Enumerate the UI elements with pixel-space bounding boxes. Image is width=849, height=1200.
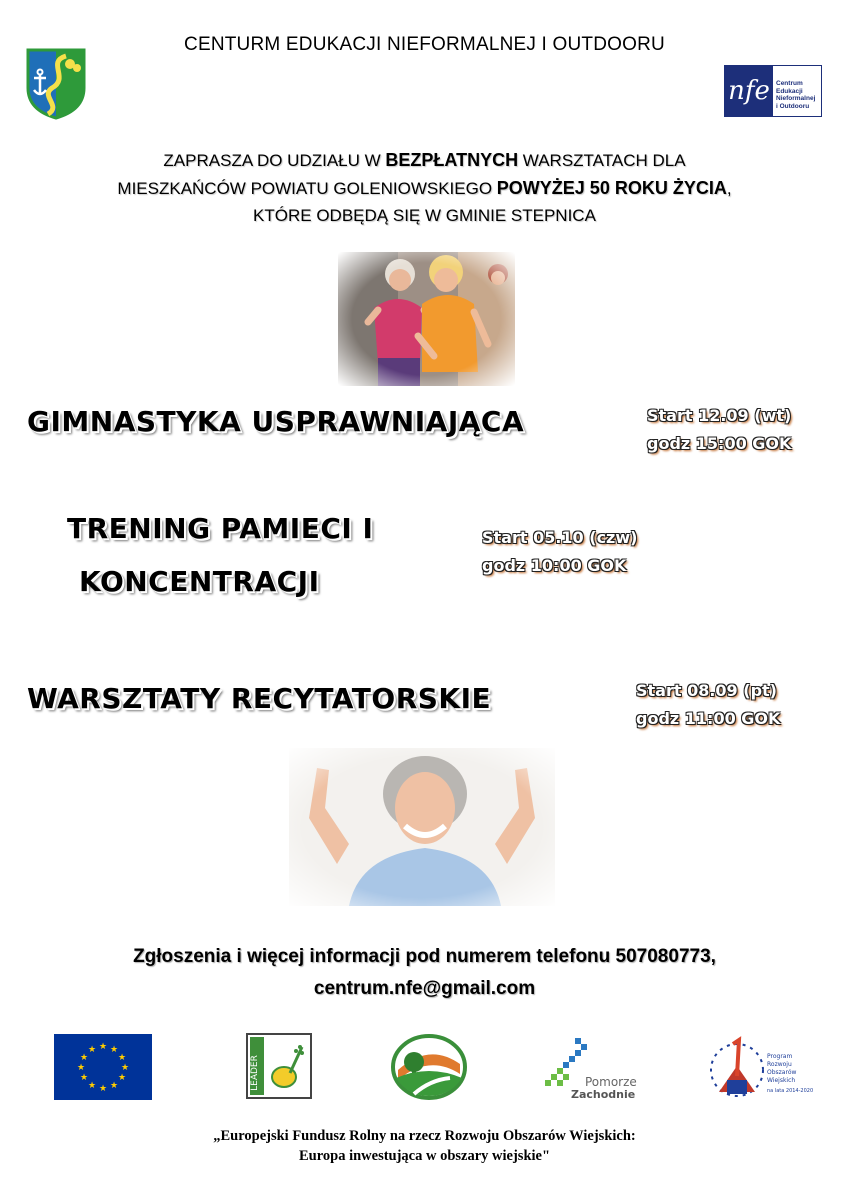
svg-text:★: ★ <box>98 1084 108 1094</box>
prow-text: na lata 2014-2020 <box>767 1088 813 1094</box>
workshop-time: godz 15:00 GOK <box>647 434 792 453</box>
prow-text: Wiejskich <box>767 1077 796 1084</box>
workshop-title: WARSZTATY RECYTATORSKIE <box>27 682 492 715</box>
nfe-logo <box>724 65 822 117</box>
nfe-logo-line: i Outdooru <box>776 102 810 110</box>
prow-text: Rozwoju <box>767 1061 792 1068</box>
intro-emphasis: POWYŻEJ 50 ROKU ŻYCIA <box>496 178 727 198</box>
intro-text: MIESZKAŃCÓW POWIATU GOLENIOWSKIEGO <box>117 179 497 198</box>
workshop-title-continued: KONCENTRACJI <box>79 565 320 598</box>
prow-text: Program <box>767 1053 793 1060</box>
svg-text:★: ★ <box>120 1063 130 1073</box>
organization-title: CENTURM EDUKACJI NIEFORMALNEJ I OUTDOORU <box>184 34 665 55</box>
workshop-schedule <box>636 677 780 733</box>
lgd-circle-logo <box>390 1034 468 1100</box>
workshop-title: GIMNASTYKA USPRAWNIAJĄCA <box>27 405 525 438</box>
prow-logo <box>705 1036 813 1100</box>
leader-logo-text: LEADER <box>250 1055 260 1091</box>
svg-text:★: ★ <box>87 1045 97 1055</box>
svg-text:★: ★ <box>79 1053 89 1063</box>
svg-text:★: ★ <box>117 1053 127 1063</box>
intro-line-2 <box>0 178 849 199</box>
pomorze-zachodnie-logo <box>545 1034 641 1100</box>
footer-fund-line: „Europejski Fundusz Rolny na rzecz Rozwoju Obszarów Wiejskich: <box>213 1128 636 1144</box>
svg-text:★: ★ <box>117 1073 127 1083</box>
nfe-logo-line: Nieformalnej <box>776 95 816 102</box>
svg-text:★: ★ <box>76 1063 86 1073</box>
workshop-schedule <box>482 524 637 580</box>
pomorze-text: Zachodnie <box>571 1088 636 1100</box>
workshop-start: Start 12.09 (wt) <box>647 406 792 425</box>
workshop-title: TRENING PAMIECI I <box>67 512 374 545</box>
workshop-start: Start 05.10 (czw) <box>482 528 638 547</box>
pomorze-text: Pomorze <box>585 1075 637 1089</box>
contact-email[interactable]: centrum.nfe@gmail.com <box>313 978 536 999</box>
svg-text:★: ★ <box>109 1045 119 1055</box>
senior-thumbs-up-photo <box>289 748 555 906</box>
intro-text: WARSZTATACH DLA <box>518 151 686 170</box>
svg-text:★: ★ <box>98 1042 108 1052</box>
intro-emphasis: BEZPŁATNYCH <box>385 150 519 170</box>
nfe-logo-text <box>773 66 821 116</box>
intro-line-3: KTÓRE ODBĘDĄ SIĘ W GMINIE STEPNICA <box>253 206 596 225</box>
nfe-logo-line: Centrum <box>776 80 803 87</box>
svg-text:★: ★ <box>87 1081 97 1091</box>
svg-text:★: ★ <box>109 1081 119 1091</box>
footer-slogan-line: Europa inwestująca w obszary wiejskie" <box>298 1148 551 1164</box>
workshop-time: godz 11:00 GOK <box>636 709 781 728</box>
exercise-photo <box>338 252 515 386</box>
workshop-start: Start 08.09 (pt) <box>636 681 777 700</box>
intro-text: , <box>726 179 732 198</box>
contact-phone-line: Zgłoszenia i więcej informacji pod numerem telefonu 507080773, <box>133 946 716 967</box>
workshop-time: godz 10:00 GOK <box>482 556 627 575</box>
gmina-crest-icon <box>26 48 86 120</box>
leader-logo <box>246 1033 312 1099</box>
nfe-logo-line: Edukacji <box>776 87 803 95</box>
prow-text: Obszarów <box>767 1069 797 1076</box>
eu-flag-icon <box>54 1034 152 1100</box>
svg-text:★: ★ <box>79 1073 89 1083</box>
workshop-schedule <box>647 402 791 458</box>
intro-line-1 <box>0 150 849 171</box>
intro-text: ZAPRASZA DO UDZIAŁU W <box>163 151 386 170</box>
nfe-logo-mark: nfe <box>725 66 773 116</box>
